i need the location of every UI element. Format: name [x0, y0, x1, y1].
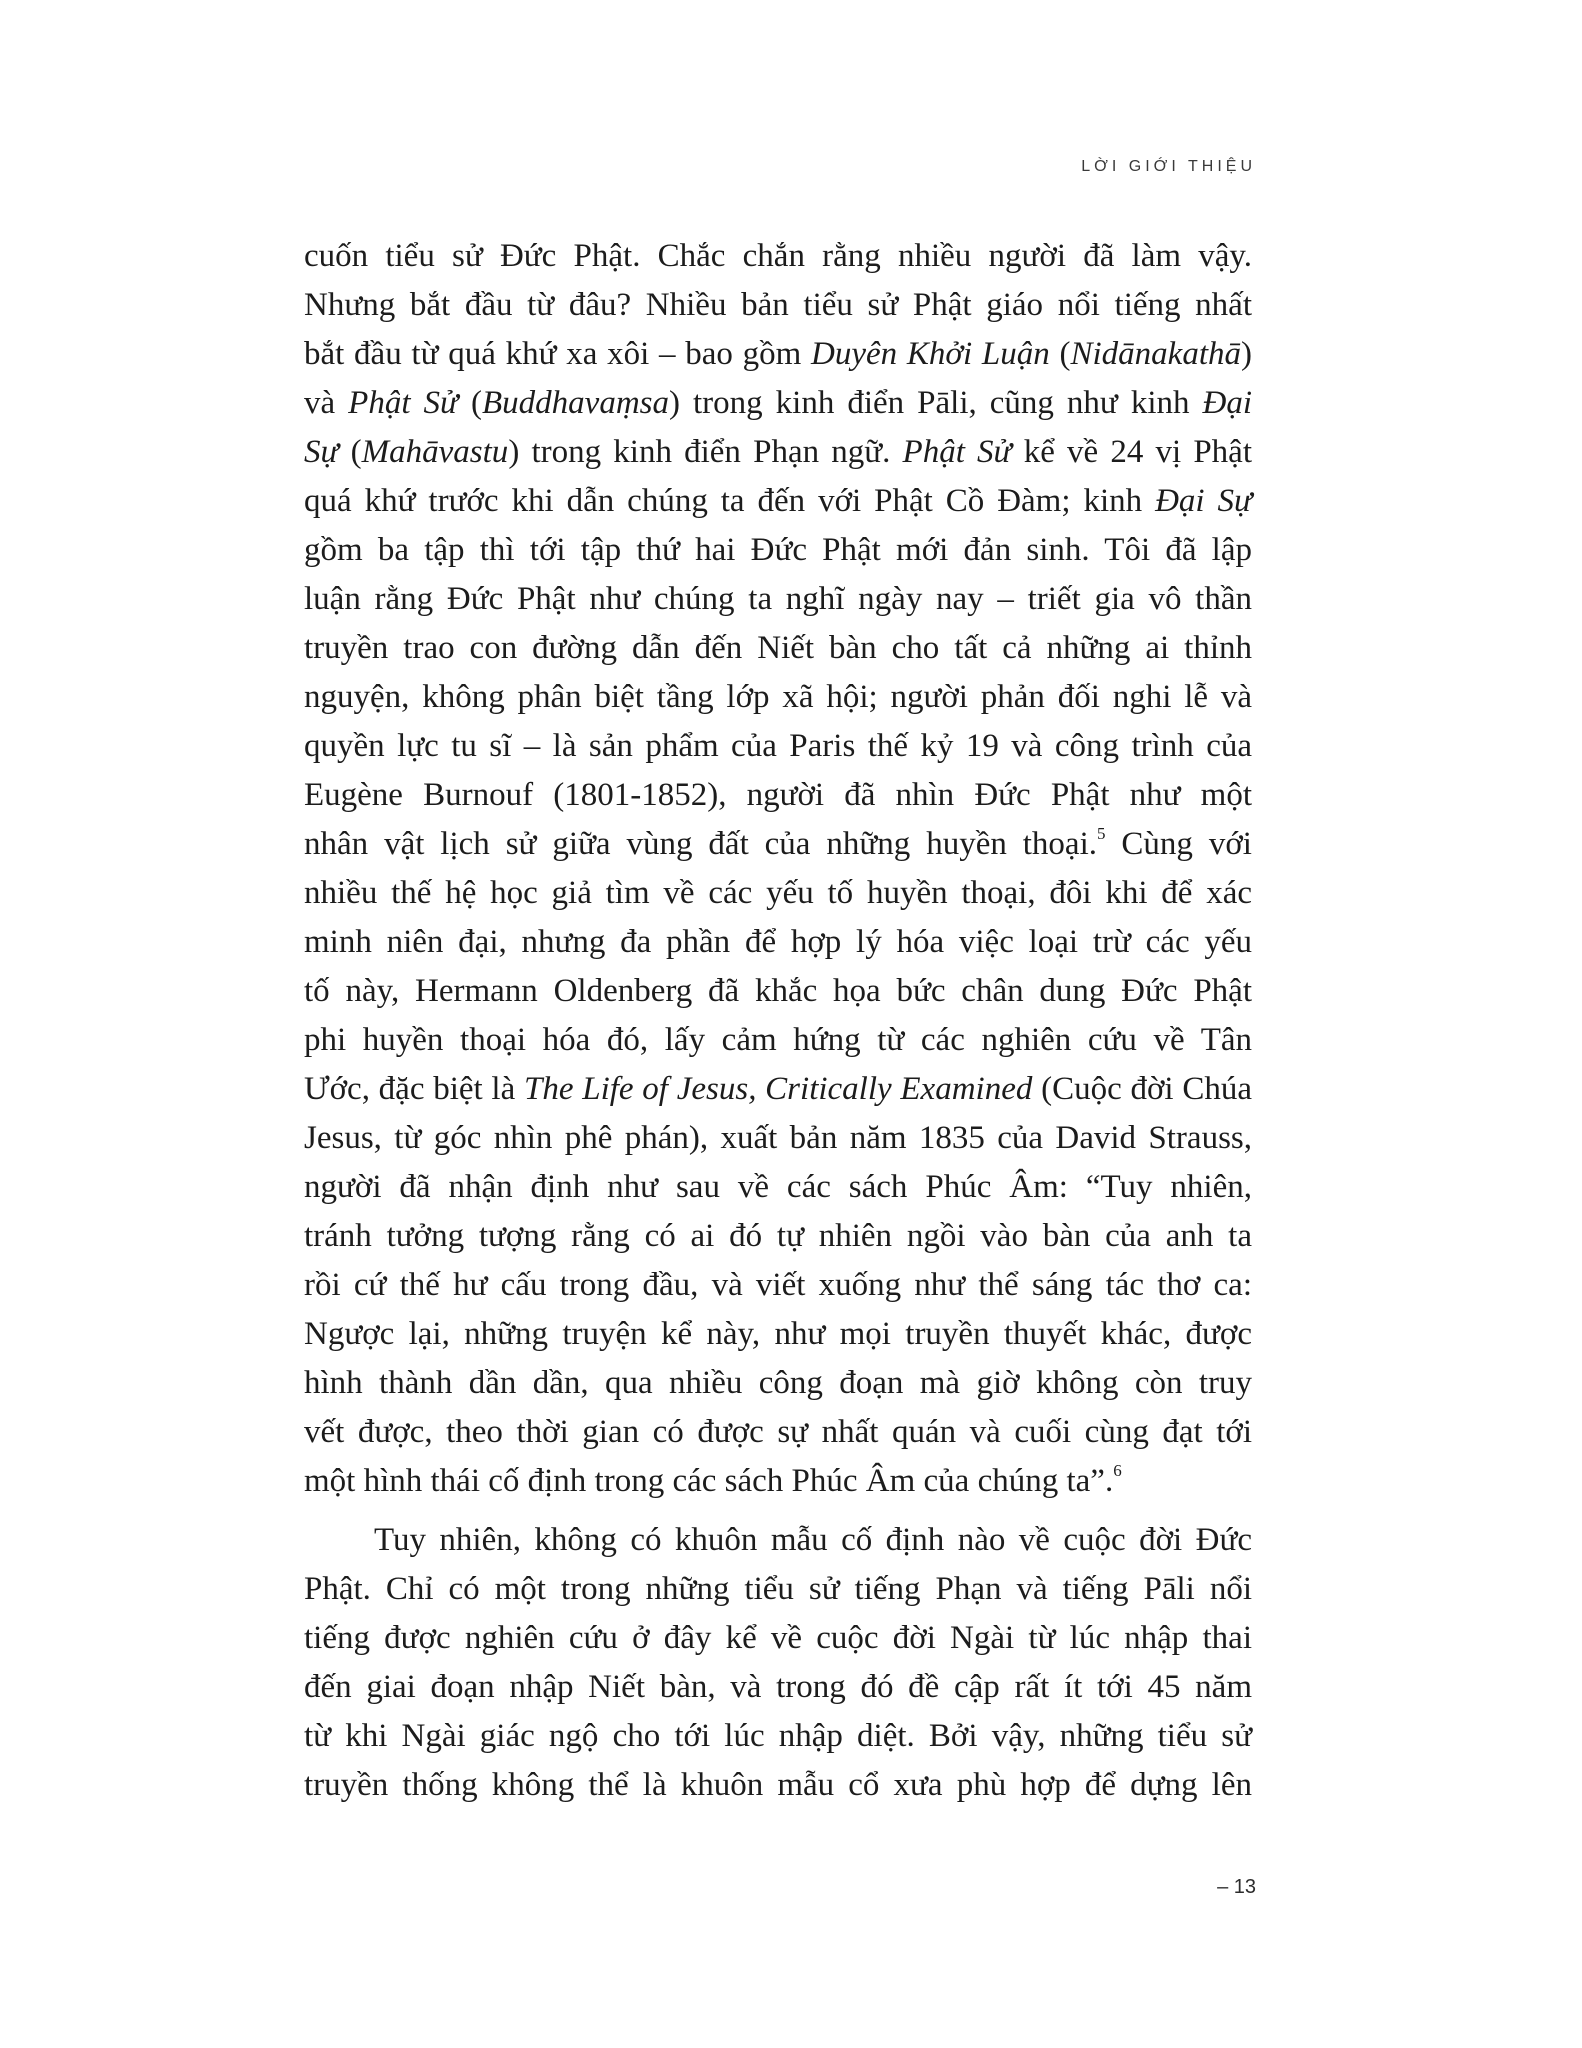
text-run: kể về 24 vị Phật — [1011, 434, 1252, 470]
italic-text: Đại Sự — [1155, 483, 1252, 519]
text-run: và — [304, 385, 349, 421]
text-line — [304, 967, 1252, 1016]
text-run: ) — [1241, 336, 1252, 372]
text-line — [304, 575, 1252, 624]
text-line — [304, 1114, 1252, 1163]
text-run: gồm ba tập thì tới tập thứ hai Đức Phật mới đản sinh. Tôi đã lập — [304, 532, 1252, 568]
text-line — [304, 1565, 1252, 1614]
italic-text: Phật Sử — [902, 434, 1012, 470]
text-run: hình thành dần dần, qua nhiều công đoạn mà giờ không còn truy — [304, 1365, 1252, 1401]
text-line — [304, 820, 1252, 869]
text-run: minh niên đại, nhưng đa phần để hợp lý hóa việc loại trừ các yếu — [304, 924, 1252, 960]
text-run: nhiều thế hệ học giả tìm về các yếu tố huyền thoại, đôi khi để xác — [304, 875, 1252, 911]
text-line — [304, 1516, 1252, 1565]
text-line — [304, 281, 1252, 330]
italic-text: Mahāvastu — [361, 434, 509, 470]
italic-text: Nidānakathā — [1070, 336, 1241, 372]
footnote-ref: 6 — [1113, 1461, 1122, 1480]
text-line — [304, 918, 1252, 967]
text-line — [304, 1712, 1252, 1761]
text-run: luận rằng Đức Phật như chúng ta nghĩ ngày nay – triết gia vô thần — [304, 581, 1252, 617]
text-run: phi huyền thoại hóa đó, lấy cảm hứng từ các nghiên cứu về Tân — [304, 1022, 1252, 1058]
italic-text: Phật Sử — [348, 385, 459, 421]
paragraph — [304, 232, 1252, 1506]
text-run: Jesus, từ góc nhìn phê phán), xuất bản năm 1835 của David Strauss, — [304, 1120, 1252, 1156]
text-run: một hình thái cố định trong các sách Phúc Âm của chúng ta”. — [304, 1463, 1114, 1499]
text-line — [304, 673, 1252, 722]
paragraph — [304, 1516, 1252, 1810]
text-run: tố này, Hermann Oldenberg đã khắc họa bức chân dung Đức Phật — [304, 973, 1252, 1009]
text-line — [304, 722, 1252, 771]
text-line — [304, 526, 1252, 575]
text-line — [304, 477, 1252, 526]
text-line — [304, 771, 1252, 820]
text-run: truyền trao con đường dẫn đến Niết bàn cho tất cả những ai thỉnh — [304, 630, 1252, 666]
text-line — [304, 428, 1252, 477]
text-run: đến giai đoạn nhập Niết bàn, và trong đó đề cập rất ít tới 45 năm — [304, 1669, 1252, 1705]
text-line — [304, 1408, 1252, 1457]
text-run: Eugène Burnouf (1801-1852), người đã nhìn Đức Phật như một — [304, 777, 1252, 813]
text-run: nhân vật lịch sử giữa vùng đất của những huyền thoại. — [304, 826, 1097, 862]
text-line — [304, 869, 1252, 918]
italic-text: Buddhavaṃsa — [482, 385, 669, 421]
page-number: – 13 — [1217, 1876, 1256, 1898]
text-run: tiếng được nghiên cứu ở đây kể về cuộc đời Ngài từ lúc nhập thai — [304, 1620, 1252, 1656]
text-run: truyền thống không thể là khuôn mẫu cổ xưa phù hợp để dựng lên — [304, 1767, 1252, 1803]
text-run: quá khứ trước khi dẫn chúng ta đến với Phật Cồ Đàm; kinh — [304, 483, 1156, 519]
text-line — [304, 1261, 1252, 1310]
text-line — [304, 1016, 1252, 1065]
italic-text: Duyên Khởi Luận — [811, 336, 1050, 372]
italic-text: Sự — [304, 434, 339, 470]
text-run: người đã nhận định như sau về các sách Phúc Âm: “Tuy nhiên, — [304, 1169, 1252, 1205]
text-run: ( — [458, 385, 483, 421]
body-text — [304, 232, 1252, 1810]
text-run: từ khi Ngài giác ngộ cho tới lúc nhập diệt. Bởi vậy, những tiểu sử — [304, 1718, 1252, 1754]
text-run: Phật. Chỉ có một trong những tiểu sử tiếng Phạn và tiếng Pāli nổi — [304, 1571, 1252, 1607]
text-line — [304, 232, 1252, 281]
text-run: Ước, đặc biệt là — [304, 1071, 524, 1107]
text-line — [304, 1359, 1252, 1408]
text-run: Cùng với — [1105, 826, 1252, 862]
footnote-ref: 5 — [1097, 824, 1106, 843]
text-run: ) trong kinh điển Pāli, cũng như kinh — [669, 385, 1203, 421]
text-run: ( — [338, 434, 362, 470]
text-run: vết được, theo thời gian có được sự nhất quán và cuối cùng đạt tới — [304, 1414, 1252, 1450]
text-line — [304, 1212, 1252, 1261]
italic-text: The Life of Jesus, Critically Examined — [524, 1071, 1033, 1107]
text-line — [304, 1663, 1252, 1712]
text-line — [304, 1761, 1252, 1810]
text-line — [304, 1065, 1252, 1114]
text-run: ( — [1049, 336, 1071, 372]
text-run: (Cuộc đời Chúa — [1032, 1071, 1252, 1107]
text-run: tránh tưởng tượng rằng có ai đó tự nhiên ngồi vào bàn của anh ta — [304, 1218, 1252, 1254]
running-header: LỜI GIỚI THIỆU — [1081, 158, 1256, 175]
text-run: rồi cứ thế hư cấu trong đầu, và viết xuống như thể sáng tác thơ ca: — [304, 1267, 1252, 1303]
text-run: cuốn tiểu sử Đức Phật. Chắc chắn rằng nhiều người đã làm vậy. — [304, 238, 1252, 274]
text-run: Nhưng bắt đầu từ đâu? Nhiều bản tiểu sử Phật giáo nổi tiếng nhất — [304, 287, 1252, 323]
text-run: quyền lực tu sĩ – là sản phẩm của Paris thế kỷ 19 và công trình của — [304, 728, 1252, 764]
text-line — [304, 1614, 1252, 1663]
text-run: Ngược lại, những truyện kể này, như mọi truyền thuyết khác, được — [304, 1316, 1252, 1352]
text-line — [304, 1457, 1252, 1506]
text-line — [304, 1163, 1252, 1212]
text-run: nguyện, không phân biệt tầng lớp xã hội; người phản đối nghi lễ và — [304, 679, 1252, 715]
text-line — [304, 1310, 1252, 1359]
text-run: ) trong kinh điển Phạn ngữ. — [508, 434, 903, 470]
text-line — [304, 379, 1252, 428]
text-run: bắt đầu từ quá khứ xa xôi – bao gồm — [304, 336, 812, 372]
text-run: Tuy nhiên, không có khuôn mẫu cố định nào về cuộc đời Đức — [374, 1522, 1252, 1558]
text-line — [304, 330, 1252, 379]
italic-text: Đại — [1202, 385, 1252, 421]
text-line — [304, 624, 1252, 673]
